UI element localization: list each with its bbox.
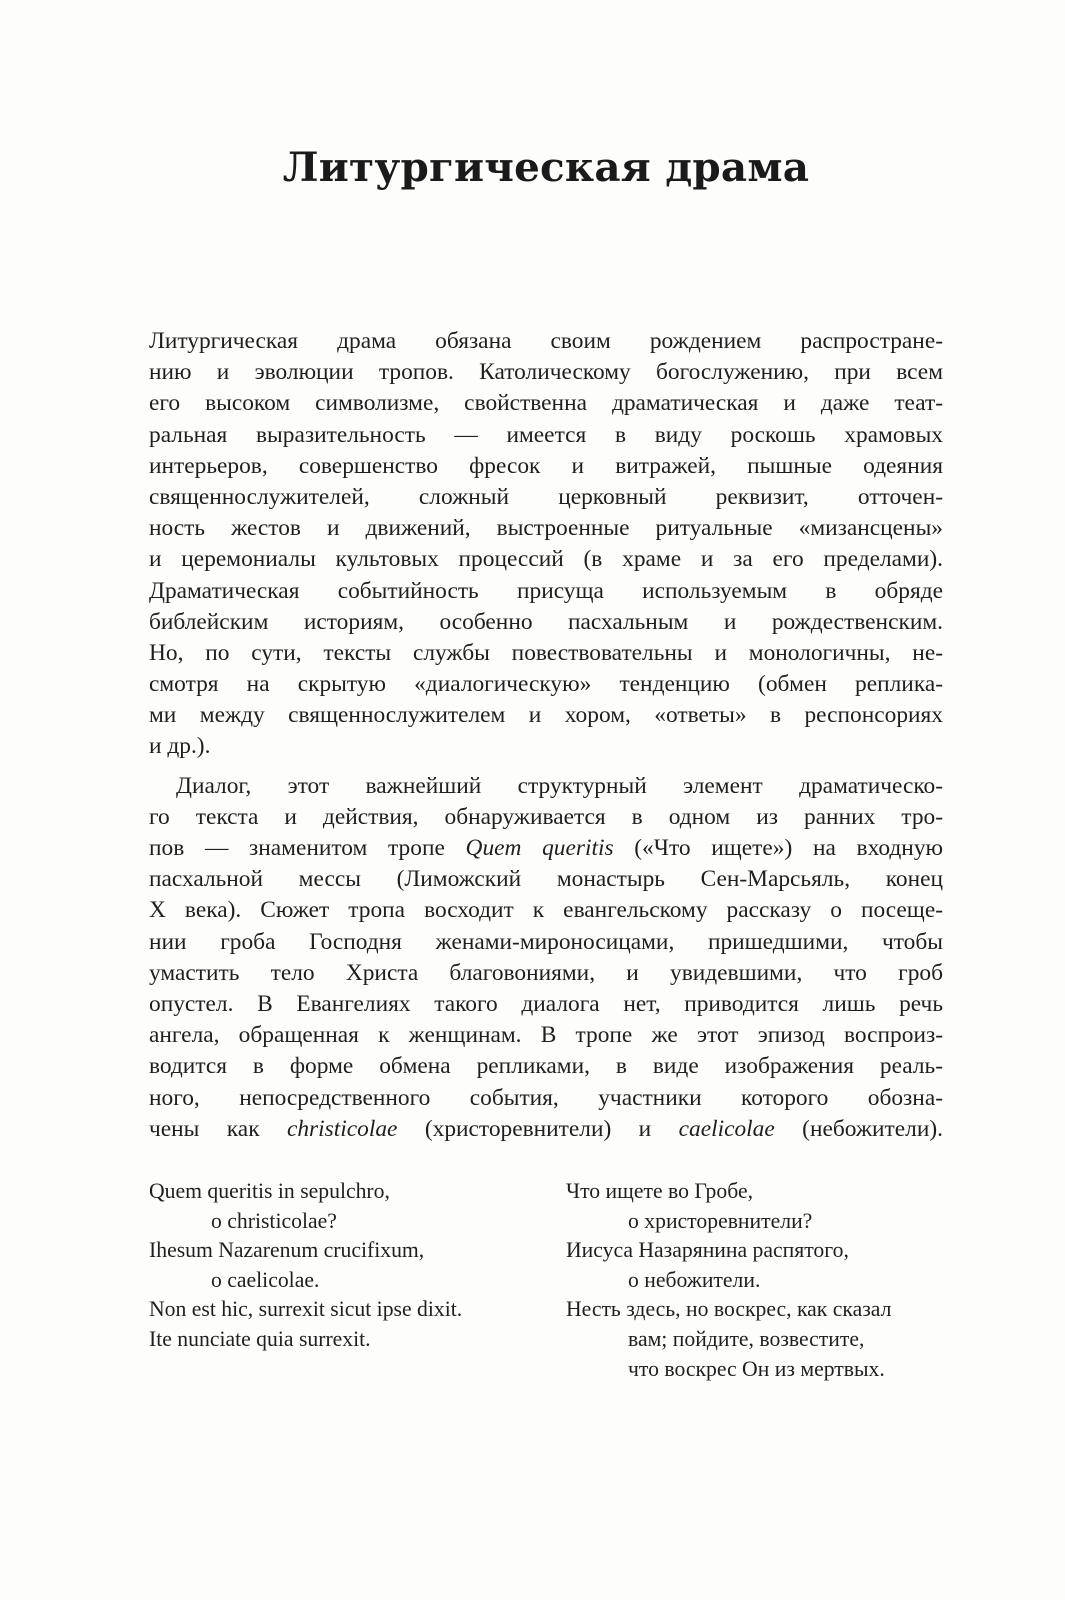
poem-line: Что ищете во Гробе, — [566, 1179, 754, 1203]
text-line — [149, 833, 943, 864]
text-line: опустел. В Евангелиях такого диалога нет, приводится лишь речь — [149, 990, 943, 1017]
text-line: Драматическая событийность присуща используемым в обряде — [149, 577, 943, 604]
text-line — [149, 1114, 943, 1145]
russian-poem — [566, 1177, 891, 1384]
text-line: библейским историям, особенно пасхальным и рождественским. — [149, 608, 943, 635]
text-line: его высоком символизме, свойственна драматическая и даже теат- — [149, 390, 943, 417]
poem-line: что воскрес Он из мертвых. — [628, 1356, 885, 1381]
italic-term: christicolae — [286, 1115, 398, 1142]
text-line: водится в форме обмена репликами, в виде изображения реаль- — [149, 1053, 943, 1080]
text-line: Литургическая драма обязана своим рождением распростране- — [149, 328, 943, 354]
text-line: и церемониалы культовых процессий (в храме и за его пределами). — [149, 546, 943, 573]
text-line: пасхальной мессы (Лиможский монастырь Сен-Марсьяль, конец — [149, 866, 943, 893]
body-text — [149, 326, 943, 1145]
poem-line: o caelicolae. — [211, 1267, 320, 1292]
text-line: ность жестов и движений, выстроенные ритуальные «мизансцены» — [149, 515, 943, 542]
italic-term: caelicolae — [678, 1115, 775, 1142]
poem-line: Non est hic, surrexit sicut ipse dixit. — [149, 1297, 463, 1322]
poem-line: Ite nunciate quia surrexit. — [149, 1326, 371, 1351]
text-line: ральная выразительность — имеется в виду роскошь храмовых — [149, 421, 943, 448]
text-run: пов — знаменитом тропе — [149, 835, 466, 861]
text-line: смотря на скрытую «диалогическую» тенденцию (обмен реплика- — [149, 671, 943, 698]
paragraph-2 — [149, 771, 943, 1145]
text-line: интерьеров, совершенство фресок и витражей, пышные одеяния — [149, 452, 943, 479]
text-line: Диалог, этот важнейший структурный элемент драматическо- — [176, 772, 943, 799]
text-line: и др.). — [149, 733, 211, 760]
poem-line: о небожители. — [628, 1267, 761, 1292]
text-run: («Что ищете») на входную — [613, 835, 943, 861]
paragraph-gap — [149, 763, 943, 771]
text-run: (христоревнители) и — [397, 1115, 679, 1142]
text-line: нии гроба Господня женами-мироносицами, пришедшими, чтобы — [149, 928, 943, 955]
poem-line: о христоревнители? — [628, 1208, 813, 1233]
poem-line: Иисуса Назарянина распятого, — [566, 1238, 849, 1263]
poem-line: вам; пойдите, возвестите, — [628, 1326, 865, 1351]
poem-line: o christicolae? — [211, 1208, 337, 1233]
italic-term: Quem queritis — [465, 835, 614, 861]
text-line: ного, непосредственного события, участники которого обозна- — [149, 1084, 943, 1111]
chapter-title: Литургическая драма — [282, 143, 810, 191]
text-run: (небожители). — [774, 1115, 943, 1142]
text-line: умастить тело Христа благовониями, и увидевшими, что гроб — [149, 959, 943, 986]
poem-line: Ihesum Nazarenum crucifixum, — [149, 1238, 425, 1263]
text-run: чены как — [149, 1115, 287, 1142]
poem-line: Несть здесь, но воскрес, как сказал — [566, 1297, 892, 1322]
text-line: X века). Сюжет тропа восходит к евангельскому рассказу о посеще- — [149, 897, 943, 924]
latin-poem — [149, 1177, 462, 1355]
text-line: ангела, обращенная к женщинам. В тропе же этот эпизод воспроиз- — [149, 1022, 943, 1049]
poem-line: Quem queritis in sepulchro, — [149, 1179, 390, 1203]
text-line: Но, по сути, тексты службы повествовательны и монологичны, не- — [149, 639, 943, 666]
text-line: священнослужителей, сложный церковный реквизит, отточен- — [149, 483, 943, 510]
text-line: го текста и действия, обнаруживается в одном из ранних тро- — [149, 803, 943, 830]
paragraph-1 — [149, 326, 943, 763]
text-line: ми между священнослужителем и хором, «ответы» в респонсориях — [149, 702, 943, 729]
text-line: нию и эволюции тропов. Католическому богослужению, при всем — [149, 359, 943, 386]
